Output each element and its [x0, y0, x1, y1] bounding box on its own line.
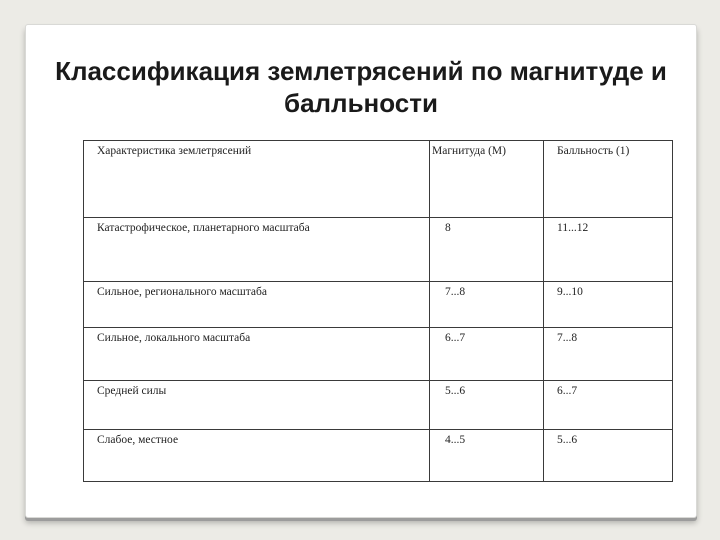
- magnitude-table: [83, 140, 673, 482]
- slide-title: Классификация землетрясений по магнитуде и балльности: [55, 56, 667, 118]
- table-row: [84, 381, 673, 430]
- cell-intensity: 11...12: [544, 218, 673, 282]
- cell-intensity: 5...6: [544, 430, 673, 482]
- header-cell-intensity: Балльность (1): [544, 141, 673, 218]
- table-header-row: [84, 141, 673, 218]
- table-row: [84, 282, 673, 328]
- cell-characteristic: Средней силы: [84, 381, 430, 430]
- cell-characteristic: Сильное, локального масштаба: [84, 328, 430, 381]
- cell-magnitude: 8: [430, 218, 544, 282]
- cell-magnitude: 4...5: [430, 430, 544, 482]
- cell-intensity: 7...8: [544, 328, 673, 381]
- header-cell-characteristic: Характеристика землетрясений: [84, 141, 430, 218]
- cell-intensity: 9...10: [544, 282, 673, 328]
- table-row: [84, 430, 673, 482]
- table-row: [84, 328, 673, 381]
- cell-magnitude: 5...6: [430, 381, 544, 430]
- cell-characteristic: Сильное, регионального масштаба: [84, 282, 430, 328]
- cell-intensity: 6...7: [544, 381, 673, 430]
- cell-characteristic: Катастрофическое, планетарного масштаба: [84, 218, 430, 282]
- table-row: [84, 218, 673, 282]
- cell-magnitude: 7...8: [430, 282, 544, 328]
- header-cell-magnitude: Магнитуда (М): [430, 141, 544, 218]
- cell-characteristic: Слабое, местное: [84, 430, 430, 482]
- cell-magnitude: 6...7: [430, 328, 544, 381]
- slide: [25, 24, 697, 518]
